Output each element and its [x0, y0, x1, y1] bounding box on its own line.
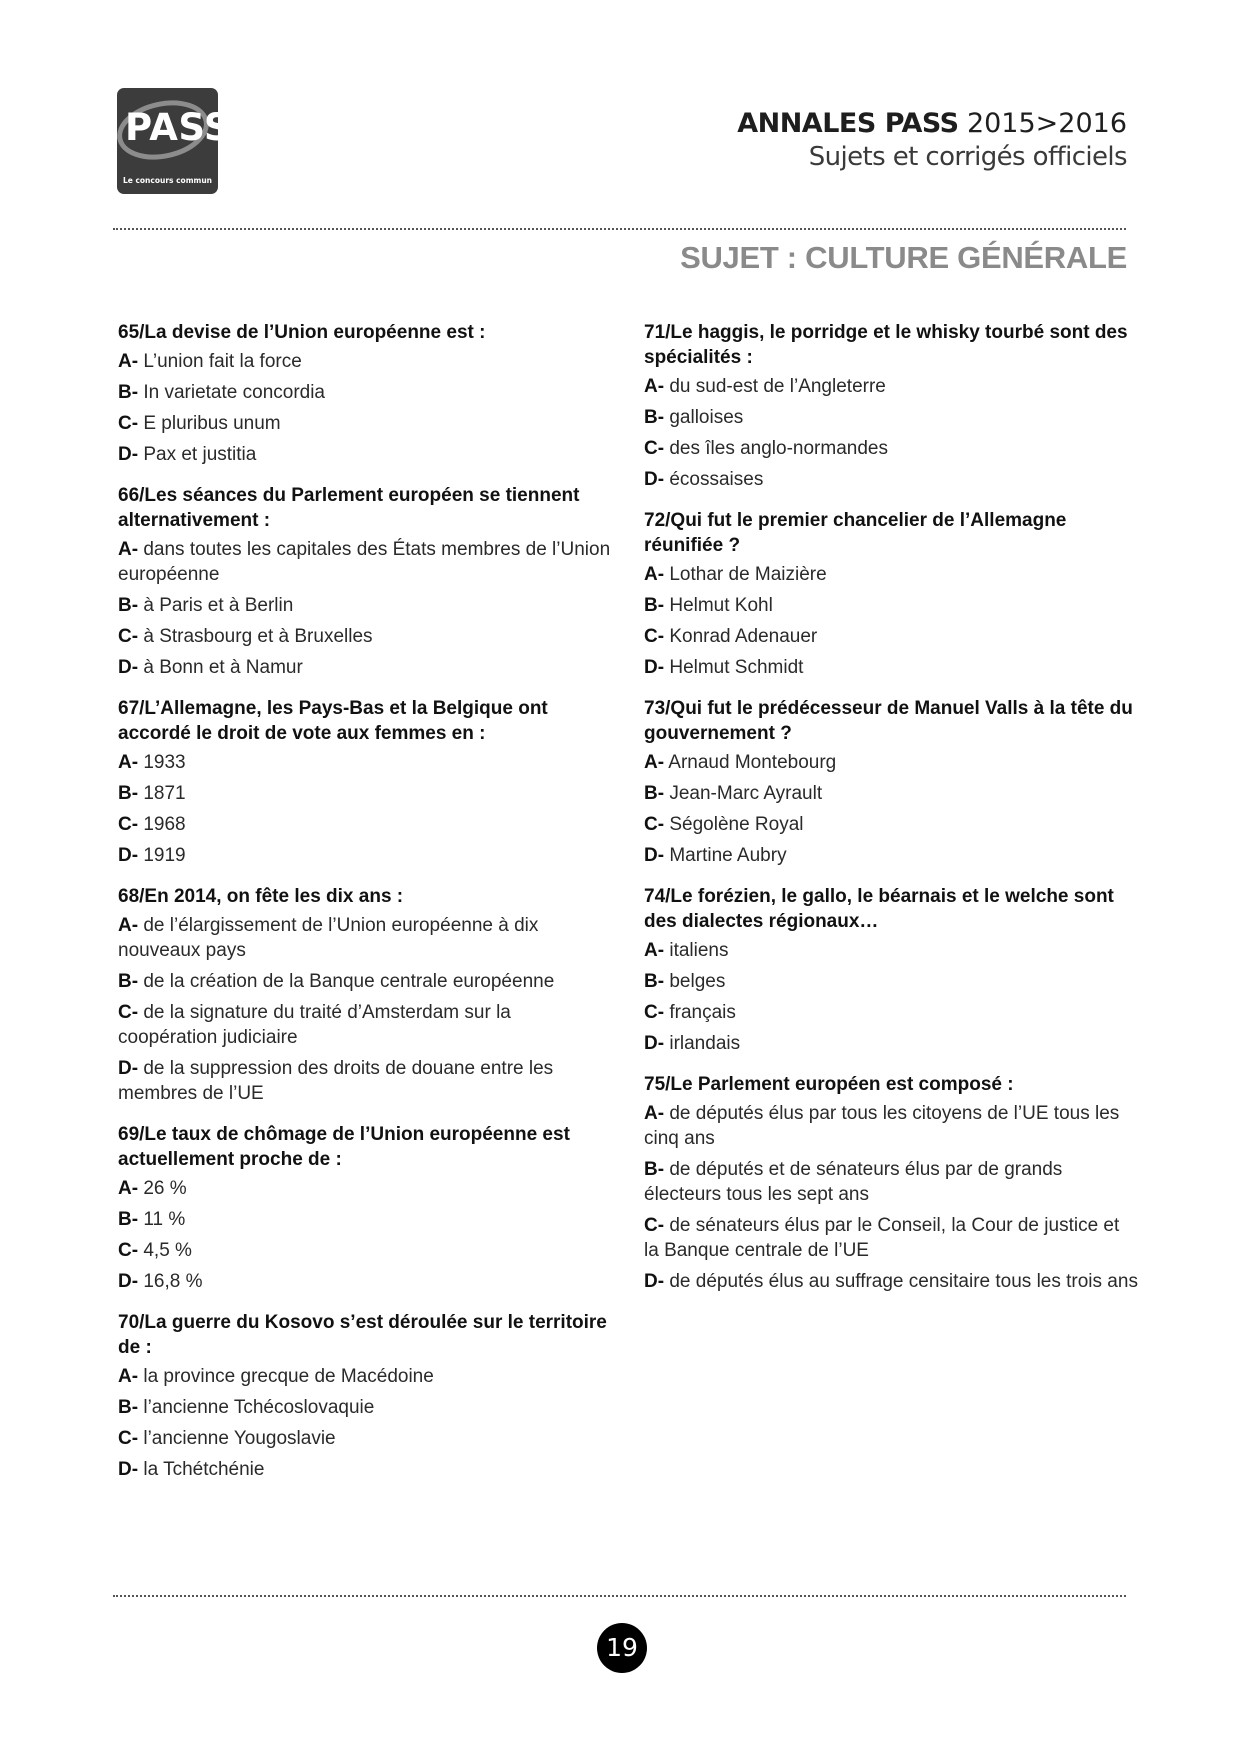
answer-option [118, 1426, 613, 1451]
option-letter: C- [118, 1240, 139, 1261]
header-title [737, 106, 1127, 141]
question-block [644, 320, 1139, 492]
option-text: irlandais [669, 1033, 741, 1054]
answer-option [644, 436, 1139, 461]
answer-option [644, 467, 1139, 492]
answer-option [644, 938, 1139, 963]
option-letter: B- [118, 1397, 139, 1418]
option-text: In varietate concordia [143, 382, 326, 403]
option-letter: D- [644, 1033, 665, 1054]
header-subtitle: Sujets et corrigés officiels [808, 142, 1127, 172]
question-text: 71/Le haggis, le porridge et le whisky tourbé sont des spécialités : [644, 322, 1128, 368]
option-text: écossaises [669, 469, 764, 490]
question-block [118, 320, 613, 467]
option-text: de sénateurs élus par le Conseil, la Cour de justice et la Banque centrale de l’UE [644, 1215, 1120, 1261]
question-block [118, 1122, 613, 1294]
option-letter: A- [644, 564, 665, 585]
section-title: SUJET : CULTURE GÉNÉRALE [680, 240, 1127, 275]
answer-option [118, 1176, 613, 1201]
option-text: 26 % [143, 1178, 187, 1199]
answer-option [118, 1457, 613, 1482]
right-column [644, 320, 1139, 1310]
option-letter: A- [118, 915, 139, 936]
answer-option [118, 750, 613, 775]
option-letter: A- [644, 1103, 665, 1124]
option-letter: B- [644, 407, 665, 428]
option-text: la Tchétchénie [143, 1459, 265, 1480]
option-text: 16,8 % [143, 1271, 203, 1292]
answer-option [118, 593, 613, 618]
top-divider [113, 228, 1126, 230]
option-letter: C- [644, 1002, 665, 1023]
option-text: de députés élus au suffrage censitaire tous les trois ans [669, 1271, 1138, 1292]
header-year-start: 2015 [966, 108, 1036, 139]
answer-option [118, 1395, 613, 1420]
answer-option [118, 1364, 613, 1389]
pass-logo [117, 88, 231, 194]
answer-option [644, 562, 1139, 587]
option-text: Arnaud Montebourg [668, 752, 837, 773]
option-text: 1871 [143, 783, 186, 804]
option-text: de députés élus par tous les citoyens de l’UE tous les cinq ans [644, 1103, 1120, 1149]
question-text: 68/En 2014, on fête les dix ans : [118, 886, 404, 907]
option-letter: A- [118, 351, 139, 372]
question-text: 73/Qui fut le prédécesseur de Manuel Valls à la tête du gouvernement ? [644, 698, 1133, 744]
answer-option [644, 1213, 1139, 1263]
question-text: 69/Le taux de chômage de l’Union européenne est actuellement proche de : [118, 1124, 570, 1170]
answer-option [644, 1157, 1139, 1207]
question-block [644, 696, 1139, 868]
option-text: l’ancienne Tchécoslovaquie [143, 1397, 375, 1418]
answer-option [118, 442, 613, 467]
logo-text: PASS [125, 106, 231, 149]
option-text: 4,5 % [143, 1240, 192, 1261]
option-letter: B- [118, 783, 139, 804]
option-letter: C- [118, 814, 139, 835]
option-text: Jean-Marc Ayrault [669, 783, 823, 804]
option-letter: D- [644, 1271, 665, 1292]
option-letter: B- [118, 595, 139, 616]
answer-option [118, 913, 613, 963]
answer-option [118, 1238, 613, 1263]
question-block [118, 696, 613, 868]
answer-option [644, 781, 1139, 806]
answer-option [644, 1101, 1139, 1151]
option-letter: B- [118, 971, 139, 992]
option-letter: D- [118, 444, 139, 465]
question-text: 74/Le forézien, le gallo, le béarnais et le welche sont des dialectes régionaux… [644, 886, 1114, 932]
option-text: Ségolène Royal [669, 814, 804, 835]
answer-option [118, 843, 613, 868]
answer-option [644, 1031, 1139, 1056]
option-letter: C- [644, 1215, 665, 1236]
option-letter: C- [118, 626, 139, 647]
question-block [644, 508, 1139, 680]
option-text: du sud-est de l’Angleterre [669, 376, 886, 397]
answer-option [644, 624, 1139, 649]
left-column [118, 320, 613, 1498]
option-letter: B- [118, 1209, 139, 1230]
option-letter: A- [118, 539, 139, 560]
option-letter: C- [118, 413, 139, 434]
option-text: 1933 [143, 752, 186, 773]
answer-option [644, 655, 1139, 680]
option-text: dans toutes les capitales des États membres de l’Union européenne [118, 539, 611, 585]
answer-option [118, 624, 613, 649]
option-text: l’ancienne Yougoslavie [143, 1428, 336, 1449]
question-block [118, 483, 613, 680]
page-number: 19 [597, 1623, 647, 1673]
option-text: 1919 [143, 845, 186, 866]
option-text: Helmut Schmidt [669, 657, 804, 678]
option-text: italiens [669, 940, 729, 961]
option-text: Martine Aubry [669, 845, 787, 866]
option-text: des îles anglo-normandes [669, 438, 888, 459]
option-text: Lothar de Maizière [669, 564, 827, 585]
option-letter: A- [118, 1178, 139, 1199]
option-letter: A- [118, 752, 139, 773]
option-text: à Strasbourg et à Bruxelles [143, 626, 373, 647]
answer-option [118, 380, 613, 405]
option-text: de députés et de sénateurs élus par de grands électeurs tous les sept ans [644, 1159, 1063, 1205]
option-letter: C- [118, 1002, 139, 1023]
option-text: de l’élargissement de l’Union européenne à dix nouveaux pays [118, 915, 539, 961]
question-text: 72/Qui fut le premier chancelier de l’Allemagne réunifiée ? [644, 510, 1067, 556]
option-letter: D- [644, 845, 665, 866]
answer-option [644, 1000, 1139, 1025]
answer-option [118, 1269, 613, 1294]
option-text: 1968 [143, 814, 186, 835]
answer-option [118, 411, 613, 436]
question-block [644, 884, 1139, 1056]
option-letter: C- [644, 626, 665, 647]
option-text: Helmut Kohl [669, 595, 773, 616]
option-letter: B- [644, 783, 665, 804]
header-year-separator: > [1035, 108, 1059, 139]
option-text: Pax et justitia [143, 444, 257, 465]
option-text: 11 % [143, 1209, 186, 1230]
option-text: E pluribus unum [143, 413, 281, 434]
bottom-divider [113, 1595, 1126, 1597]
option-letter: C- [644, 438, 665, 459]
option-text: belges [669, 971, 726, 992]
question-block [644, 1072, 1139, 1294]
option-letter: B- [118, 382, 139, 403]
header-year-end: 2016 [1058, 108, 1127, 139]
answer-option [644, 843, 1139, 868]
option-letter: A- [644, 376, 665, 397]
answer-option [118, 969, 613, 994]
option-letter: D- [118, 1058, 139, 1079]
answer-option [118, 1056, 613, 1106]
option-text: Konrad Adenauer [669, 626, 818, 647]
header-title-bold: ANNALES PASS [737, 108, 959, 139]
answer-option [118, 1207, 613, 1232]
answer-option [644, 405, 1139, 430]
option-text: la province grecque de Macédoine [143, 1366, 434, 1387]
answer-option [118, 781, 613, 806]
option-letter: A- [118, 1366, 139, 1387]
option-text: français [669, 1002, 736, 1023]
option-text: galloises [669, 407, 744, 428]
option-letter: C- [118, 1428, 139, 1449]
option-text: à Bonn et à Namur [143, 657, 303, 678]
answer-option [118, 655, 613, 680]
option-letter: A- [644, 940, 665, 961]
option-letter: B- [644, 971, 665, 992]
answer-option [644, 1269, 1139, 1294]
option-letter: A- [644, 752, 665, 773]
option-letter: B- [644, 595, 665, 616]
question-text: 70/La guerre du Kosovo s’est déroulée sur le territoire de : [118, 1312, 607, 1358]
answer-option [118, 812, 613, 837]
option-text: de la suppression des droits de douane entre les membres de l’UE [118, 1058, 554, 1104]
answer-option [118, 349, 613, 374]
answer-option [118, 1000, 613, 1050]
answer-option [644, 969, 1139, 994]
option-letter: C- [644, 814, 665, 835]
option-letter: D- [118, 845, 139, 866]
question-block [118, 1310, 613, 1482]
document-header [737, 106, 1127, 173]
option-text: à Paris et à Berlin [143, 595, 294, 616]
option-text: L’union fait la force [143, 351, 302, 372]
answer-option [644, 593, 1139, 618]
option-letter: D- [644, 657, 665, 678]
question-block [118, 884, 613, 1106]
option-letter: D- [644, 469, 665, 490]
option-letter: D- [118, 1271, 139, 1292]
answer-option [644, 374, 1139, 399]
question-text: 66/Les séances du Parlement européen se tiennent alternativement : [118, 485, 580, 531]
option-text: de la signature du traité d’Amsterdam sur la coopération judiciaire [118, 1002, 511, 1048]
answer-option [118, 537, 613, 587]
question-text: 65/La devise de l’Union européenne est : [118, 322, 486, 343]
answer-option [644, 750, 1139, 775]
logo-tagline: Le concours commun [122, 176, 213, 185]
question-text: 75/Le Parlement européen est composé : [644, 1074, 1014, 1095]
answer-option [644, 812, 1139, 837]
option-letter: D- [118, 1459, 139, 1480]
option-letter: D- [118, 657, 139, 678]
option-text: de la création de la Banque centrale européenne [143, 971, 555, 992]
question-text: 67/L’Allemagne, les Pays-Bas et la Belgique ont accordé le droit de vote aux femmes en : [118, 698, 548, 744]
option-letter: B- [644, 1159, 665, 1180]
